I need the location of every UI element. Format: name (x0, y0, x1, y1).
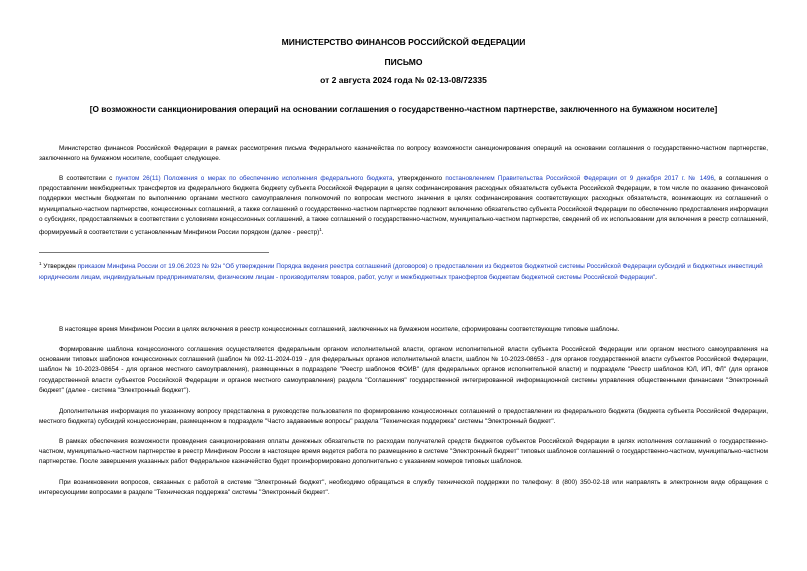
link-punkt-26-11[interactable]: пунктом 26(11) (115, 175, 161, 182)
paragraph-2-pre: В соответствии с (59, 175, 116, 182)
link-poryadok-reestra[interactable]: "Об утверждении Порядка ведения реестра соглашений (договоров) о предоставлении из бюджетов бюджетной системы Российской Федерации субсидий и бюджетных инвестиций юридическим лицам, индивидуальным предпринимателям, физическим лицам - производителям товаров, работ, услуг и межбюджетных трансфертов бюджетам бюджетной системы Российской Федерации" (39, 263, 763, 282)
footnote-divider (39, 252, 269, 253)
footnote-end: . (655, 274, 657, 282)
paragraph-6: В рамках обеспечения возможности проведения санкционирования оплаты денежных обязательств по расходам получателей средств бюджетов субъектов Российской Федерации в целях исполнения соглашений о государственно-частном, муниципально-частном партнерстве в реестр Минфином России в настоящее время ведется работа по размещению в системе "Электронный бюджет" типовых шаблонов соглашений о государственно-частном, муниципально-частном партнерстве. После завершения указанных работ Федеральное казначейство будет проинформировано дополнительно с указанием номеров типовых шаблонов. (39, 438, 768, 466)
footnote-1 (39, 258, 768, 283)
footnote-pre: Утвержден (41, 263, 78, 271)
paragraph-3: В настоящее время Минфином России в целях включения в реестр концессионных соглашений, заключенных на бумажном носителе, сформированы соответствующие типовые шаблоны. (59, 326, 620, 333)
paragraph-2-mid2: , утвержденного (392, 175, 446, 182)
paragraph-2-post: , в соглашения о предоставлении межбюджетных трансфертов из федерального бюджета бюджету субъекта Российской Федерации в целях софинансирования расходных обязательств субъекта Российской Федерации, в том числе по оказанию финансовой поддержки местным бюджетам по выполнению органами местного самоуправления полномочий по вопросам местного значения в целях софинансирования соответствующих расходных обязательств, возникающих из соглашений о муниципально-частном партнерстве, концессионных соглашений, а также соглашений о государственно-частном партнерстве подлежит включению обязательство субъекта Российской Федерации по обеспечению предоставления информации о субсидиях, предоставляемых в соответствии с условиями концессионных соглашений, а также соглашений о государственно-частном, муниципально-частном партнерстве, сведений об их использовании для включения в реестр соглашений, формируемый в соответствии с установленным Минфином России порядком (далее - реестр) (39, 175, 769, 237)
link-prikaz-92n[interactable]: приказом Минфина России от 19.06.2023 № 92н (77, 263, 222, 271)
paragraph-4: Формирование шаблона концессионного соглашения осуществляется федеральным органом исполнительной власти, органом исполнительной власти субъекта Российской Федерации или органом местного самоуправления на основании типовых шаблонов концессионных соглашений (шаблон № 092-11-2024-019 - для федеральных органов исполнительной власти, шаблон № 10-2023-08653 - для органов государственной власти субъектов Российской Федерации, шаблон № 10-2023-08654 - для органов местного самоуправления), размещенных в подразделе "Реестр шаблонов ФОИВ" (для федеральных органов исполнительной власти) и подразделе "Реестр шаблонов ЮЛ, ИП, ФЛ" (для органов государственной власти субъектов Российской Федерации и органов местного самоуправления) раздела "Соглашения" государственной интегрированной информационной системы управления общественными финансами "Электронный бюджет" (далее - система "Электронный бюджет"). (39, 346, 768, 394)
link-polozhenie[interactable]: Положения о мерах по обеспечению исполнения федерального бюджета (163, 175, 393, 182)
link-postanovlenie-1496[interactable]: постановлением Правительства Российской Федерации от 9 декабря 2017 г. № 1496 (445, 175, 715, 182)
paragraph-5: Дополнительная информация по указанному вопросу представлена в руководстве пользователя по формированию концессионных соглашений о предоставлении из федерального бюджета (бюджета субъекта Российской Федерации, местного бюджета) субсидий концессионерам, размещенном в подразделе "Часто задаваемые вопросы" раздела "Техническая поддержка" системы "Электронный бюджет". (39, 408, 768, 426)
footnote-ref-1: 1 (319, 227, 322, 233)
paragraph-7: При возникновении вопросов, связанных с работой в системе "Электронный бюджет", необходимо обращаться в службу технической поддержки по телефону: 8 (800) 350-02-18 или направлять в электронном виде обращения с интересующими вопросами в разделе "Техническая поддержка" системы "Электронный бюджет". (39, 479, 768, 497)
document-type: ПИСЬМО (384, 57, 423, 67)
ministry-heading: МИНИСТЕРСТВО ФИНАНСОВ РОССИЙСКОЙ ФЕДЕРАЦИИ (281, 37, 526, 47)
document-date-number: от 2 августа 2024 года № 02-13-08/72335 (320, 75, 487, 85)
paragraph-1: Министерство финансов Российской Федерации в рамках рассмотрения письма Федерального казначейства по вопросу возможности санкционирования операций на основании соглашения о государственно-частном партнерстве, заключенного на бумажном носителе, сообщает следующее. (39, 145, 768, 163)
footnote-marker: 1 (39, 261, 42, 266)
paragraph-2 (39, 174, 768, 238)
document-title: [О возможности санкционирования операций на основании соглашения о государственно-частном партнерстве, заключенного на бумажном носителе] (89, 104, 718, 114)
paragraph-2-end: . (321, 229, 324, 237)
